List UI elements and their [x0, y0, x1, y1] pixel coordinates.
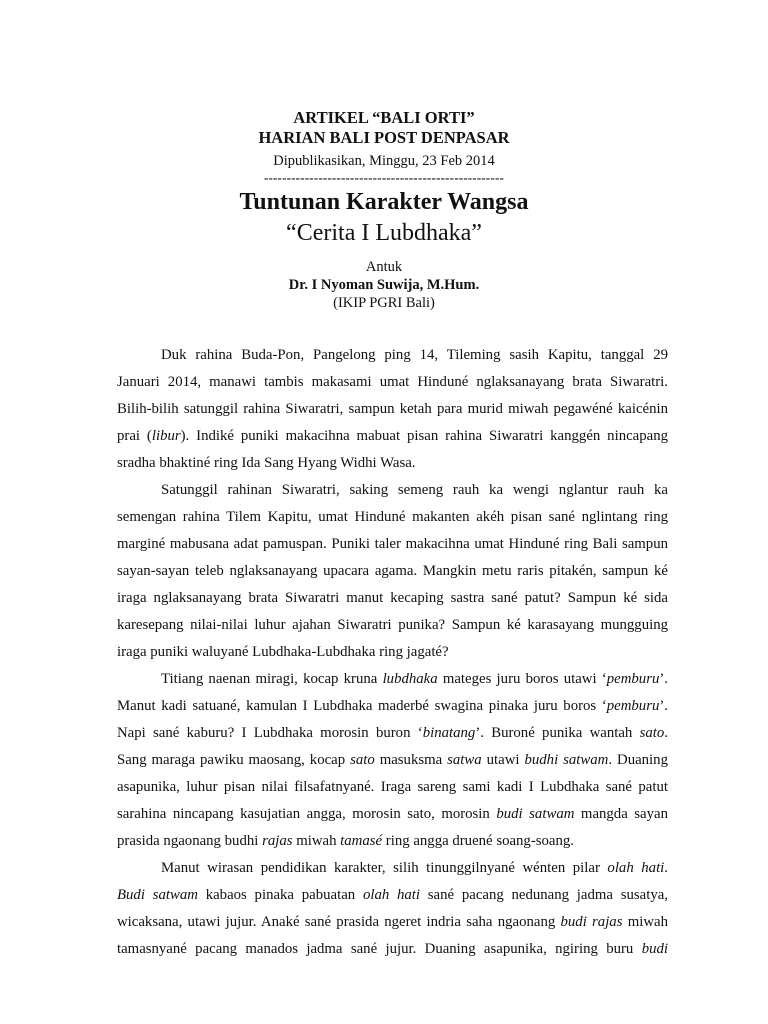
text-run: Duk rahina Buda-Pon, Pangelong ping 14, Tileming sasih Kapitu, tanggal 29 [161, 347, 668, 363]
italic-term: pemburu [606, 671, 660, 687]
byline-label: Antuk [365, 259, 403, 275]
header-line-2: HARIAN BALI POST DENPASAR [258, 128, 510, 147]
text-run: Titiang naenan miragi, kocap kruna [161, 671, 383, 687]
text-run: Satunggil rahinan Siwaratri, saking semeng rauh ka wengi nglantur rauh ka [161, 482, 668, 498]
text-run: asapunika, luhur pisan nilai filsafatnyané. Iraga sareng sami kadi I Lubdhaka sané patut [117, 779, 668, 795]
paragraph [117, 342, 668, 477]
paragraph-line [117, 369, 668, 396]
text-run: Manut wirasan pendidikan karakter, silih tinunggilnyané wénten pilar [161, 860, 608, 876]
text-run: masuksma [374, 752, 448, 768]
article-body [117, 342, 668, 963]
text-run: mateges juru boros utawi ‘ [437, 671, 607, 687]
italic-term: satwa [447, 752, 482, 768]
paragraph-line [117, 882, 668, 909]
paragraph-line [117, 504, 668, 531]
article-subtitle: “Cerita I Lubdhaka” [286, 220, 482, 246]
paragraph-line [117, 531, 668, 558]
italic-term: sato [639, 725, 665, 741]
text-run: semengan rahina Tilem Kapitu, umat Hinduné makanten akéh pisan sané nglintang ring [117, 509, 668, 525]
paragraph-line [117, 828, 668, 855]
italic-term: pemburu [606, 698, 660, 714]
text-run: ’. [659, 698, 668, 714]
paragraph-line [117, 396, 668, 423]
italic-term: olah hati [607, 860, 665, 876]
text-run: ’. [659, 671, 668, 687]
text-run: sarahina nincapang kasujatian angga, morosin sato, morosin [117, 806, 497, 822]
italic-term: budi satwam [496, 806, 575, 822]
article-header [0, 108, 768, 312]
text-run: mangda sayan [574, 806, 668, 822]
text-run: sayan-sayan teleb nglaksanayang upacara agama. Mangkin metu raris pitakén, sampun ké [117, 563, 668, 579]
text-run: ring angga druené soang-soang. [382, 833, 574, 849]
italic-term: libur [151, 428, 181, 444]
text-run: miwah [292, 833, 341, 849]
paragraph-line [117, 747, 668, 774]
paragraph-line [117, 666, 668, 693]
italic-term: tamasé [340, 833, 383, 849]
article-title: Tuntunan Karakter Wangsa [239, 189, 529, 215]
text-run: Napi sané kaburu? I Lubdhaka morosin buron ‘ [117, 725, 423, 741]
author-name: Dr. I Nyoman Suwija, M.Hum. [288, 277, 480, 293]
text-run: ). Indiké puniki makacihna mabuat pisan rahina Siwaratri kanggén nincapang [180, 428, 668, 444]
text-run: prasida ngaonang budhi [117, 833, 263, 849]
text-run: sradha bhaktiné ring Ida Sang Hyang Widhi Wasa. [117, 455, 416, 471]
text-run: ’. Buroné punika wantah [475, 725, 640, 741]
text-run: sané pacang nedunang jadma susatya, [420, 887, 668, 903]
paragraph [117, 477, 668, 666]
text-run: . Duaning [608, 752, 668, 768]
paragraph [117, 666, 668, 855]
italic-term: Budi satwam [117, 887, 198, 903]
divider-line: ----------------------------------------------------- [263, 170, 505, 185]
text-run: utawi [481, 752, 525, 768]
paragraph-line [117, 720, 668, 747]
italic-term: olah hati [362, 887, 421, 903]
text-run: wicaksana, utawi jujur. Anaké sané prasida ngeret indria saha ngaonang [117, 914, 561, 930]
text-run: miwah [622, 914, 668, 930]
paragraph-line [117, 450, 668, 477]
text-run: tamasnyané pacang manados jadma sané jujur. Duaning asapunika, ngiring buru [117, 941, 642, 957]
text-run: kabaos pinaka pabuatan [197, 887, 363, 903]
italic-term: budi rajas [560, 914, 623, 930]
italic-term: budi [641, 941, 668, 957]
paragraph-line [117, 909, 668, 936]
text-run: karesepang nilai-nilai luhur ajahan Siwaratri punika? Sampun ké karasayang mungguing [117, 617, 668, 633]
italic-term: binatang [422, 725, 476, 741]
text-run: Bilih-bilih satunggil rahina Siwaratri, sampun ketah para murid miwah pegawéné kaicénin [117, 401, 668, 417]
paragraph-line [117, 423, 668, 450]
text-run: Manut kadi satuané, kamulan I Lubdhaka maderbé swagina pinaka juru boros ‘ [117, 698, 607, 714]
header-line-1: ARTIKEL “BALI ORTI” [293, 108, 475, 127]
paragraph-line [117, 855, 668, 882]
paragraph-line [117, 558, 668, 585]
paragraph [117, 855, 668, 963]
italic-term: budhi satwam [524, 752, 609, 768]
paragraph-line [117, 342, 668, 369]
author-institution: (IKIP PGRI Bali) [333, 295, 435, 311]
paragraph-line [117, 693, 668, 720]
paragraph-line [117, 639, 668, 666]
text-run: iraga nglaksanayang brata Siwaratri manut kecaping sastra sané patut? Sampun ké sida [117, 590, 668, 606]
text-run: iraga puniki waluyané Lubdhaka-Lubdhaka ring jagaté? [117, 644, 449, 660]
paragraph-line [117, 801, 668, 828]
italic-term: rajas [262, 833, 293, 849]
paragraph-line [117, 585, 668, 612]
text-run: . [664, 725, 668, 741]
paragraph-line [117, 477, 668, 504]
text-run: . [664, 860, 668, 876]
italic-term: sato [350, 752, 375, 768]
text-run: prai ( [117, 428, 152, 444]
italic-term: lubdhaka [382, 671, 438, 687]
paragraph-line [117, 774, 668, 801]
paragraph-line [117, 612, 668, 639]
text-run: Januari 2014, manawi tambis makasami umat Hinduné nglaksanayang brata Siwaratri. [117, 374, 668, 390]
paragraph-line [117, 936, 668, 963]
publication-date: Dipublikasikan, Minggu, 23 Feb 2014 [273, 153, 495, 169]
text-run: Sang maraga pawiku maosang, kocap [117, 752, 351, 768]
text-run: marginé mabusana adat pamuspan. Puniki taler makacihna umat Hinduné ring Bali sampun [117, 536, 668, 552]
